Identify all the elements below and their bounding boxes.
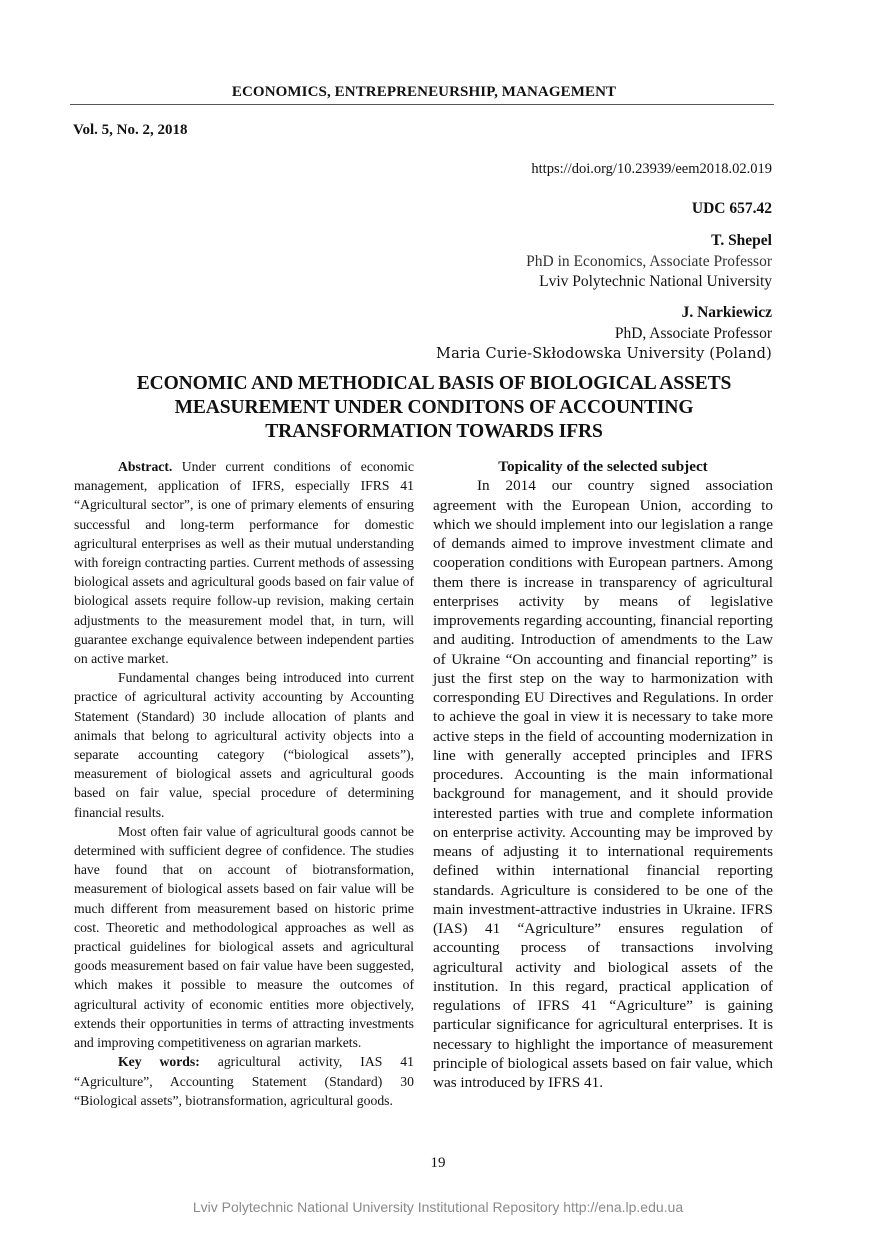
repository-footer: Lviv Polytechnic National University Institutional Repository http://ena.lp.edu.ua (192, 1199, 684, 1215)
keywords-paragraph (74, 1052, 414, 1110)
doi-link-container (531, 161, 772, 178)
abstract-paragraph-3: Most often fair value of agricultural goods cannot be determined with sufficient degree of confidence. The studies have found that on account of biotransformation, measurement of biological assets based on fair value will be much different from measurement based on historic prime cost. Theoretic and methodological approaches as well as practical guidelines for biological assets and agricultural goods measurement based on fair value have been suggested, which makes it possible to measure the outcomes of agricultural activity of economic entities more objectively, extends their opportunities in terms of attracting investments and improving competitiveness on agrarian markets. (74, 823, 414, 1051)
title-line-2: MEASUREMENT UNDER CONDITONS OF ACCOUNTING (174, 397, 694, 418)
title-line-3: TRANSFORMATION TOWARDS IFRS (265, 421, 603, 442)
volume-issue: Vol. 5, No. 2, 2018 (73, 122, 188, 138)
author-name: J. Narkiewicz (681, 304, 772, 321)
author-block-2 (436, 303, 772, 365)
abstract-paragraph-1 (74, 457, 414, 668)
keywords-text: agricultural activity, IAS 41 “Agriculture”, Accounting Statement (Standard) 30 “Biological assets”, biotransformation, agricultural goods. (74, 1054, 414, 1108)
udc-code: UDC 657.42 (691, 200, 772, 217)
author-degree: PhD, Associate Professor (614, 324, 772, 342)
topicality-column (433, 457, 773, 1092)
topicality-paragraph: In 2014 our country signed association agreement with the European Union, according to which we should implement into our legislation a range of demands aimed to improve investment climate and cooperation conditions with European partners. Among them there is increase in transparency of agricultural enterprises activity by means of legislative improvements regarding accounting, financial reporting and auditing. Introduction of amendments to the Law of Ukraine “On accounting and financial reporting” is just the first step on the way to harmonization with corresponding EU Directives and Regulations. In order to achieve the goal in view it is necessary to take more active steps in the field of accounting modernization in line with generally accepted principles and IFRS procedures. Accounting is the main informational background for management, and it should provide interested parties with true and complete information on enterprise activity. Accounting may be improved by means of adjusting it to international requirements defined within international financial reporting standards. Agriculture is considered to be one of the main investment-attractive industries in Ukraine. IFRS (IAS) 41 “Agriculture” ensures regulation of accounting process of transactions involving agricultural activity and biological assets of the institution. In this regard, practical application of regulations of IFRS 41 “Agriculture” is gaining particular significance for agricultural enterprises. It is necessary to highlight the importance of measurement principle of biological assets based on fair value, which was introduced by IFRS 41. (433, 477, 773, 1091)
paper-title (74, 372, 794, 444)
keywords-label: Key words: (118, 1054, 200, 1070)
running-head: ECONOMICS, ENTREPRENEURSHIP, MANAGEMENT (231, 84, 617, 100)
author-block-1 (526, 231, 772, 293)
author-degree: PhD in Economics, Associate Professor (526, 252, 772, 270)
abstract-column (74, 457, 414, 1110)
doi-link[interactable]: https://doi.org/10.23939/eem2018.02.019 (531, 161, 772, 177)
abstract-text: Under current conditions of economic management, application of IFRS, especially IFRS 41 “Agricultural sector”, is one of primary elements of ensuring successful and long-term performance for domestic agricultural enterprises as well as their mutual understanding with foreign contracting parties. Current methods of assessing biological assets and agricultural goods based on fair value of biological assets require follow-up revision, making certain adjustments to the measurement model that, in turn, will guarantee exchange equivalence between independent parties on active market. (74, 459, 414, 667)
section-heading: Topicality of the selected subject (498, 458, 708, 475)
abstract-paragraph-2: Fundamental changes being introduced into current practice of agricultural activity accounting by Accounting Statement (Standard) 30 include allocation of plants and animals that belong to agricultural activity objects into a separate accounting category (“biological assets”), measurement of biological assets and agricultural goods based on fair value, special procedure of determining financial results. (74, 670, 414, 820)
title-line-1: ECONOMIC AND METHODICAL BASIS OF BIOLOGICAL ASSETS (136, 373, 732, 394)
author-affiliation: Lviv Polytechnic National University (539, 273, 772, 290)
page-number: 19 (430, 1155, 446, 1171)
author-affiliation: Maria Curie-Skłodowska University (Poland) (436, 346, 772, 362)
abstract-label: Abstract. (118, 459, 173, 474)
header-rule (70, 104, 774, 105)
author-name: T. Shepel (711, 232, 772, 249)
